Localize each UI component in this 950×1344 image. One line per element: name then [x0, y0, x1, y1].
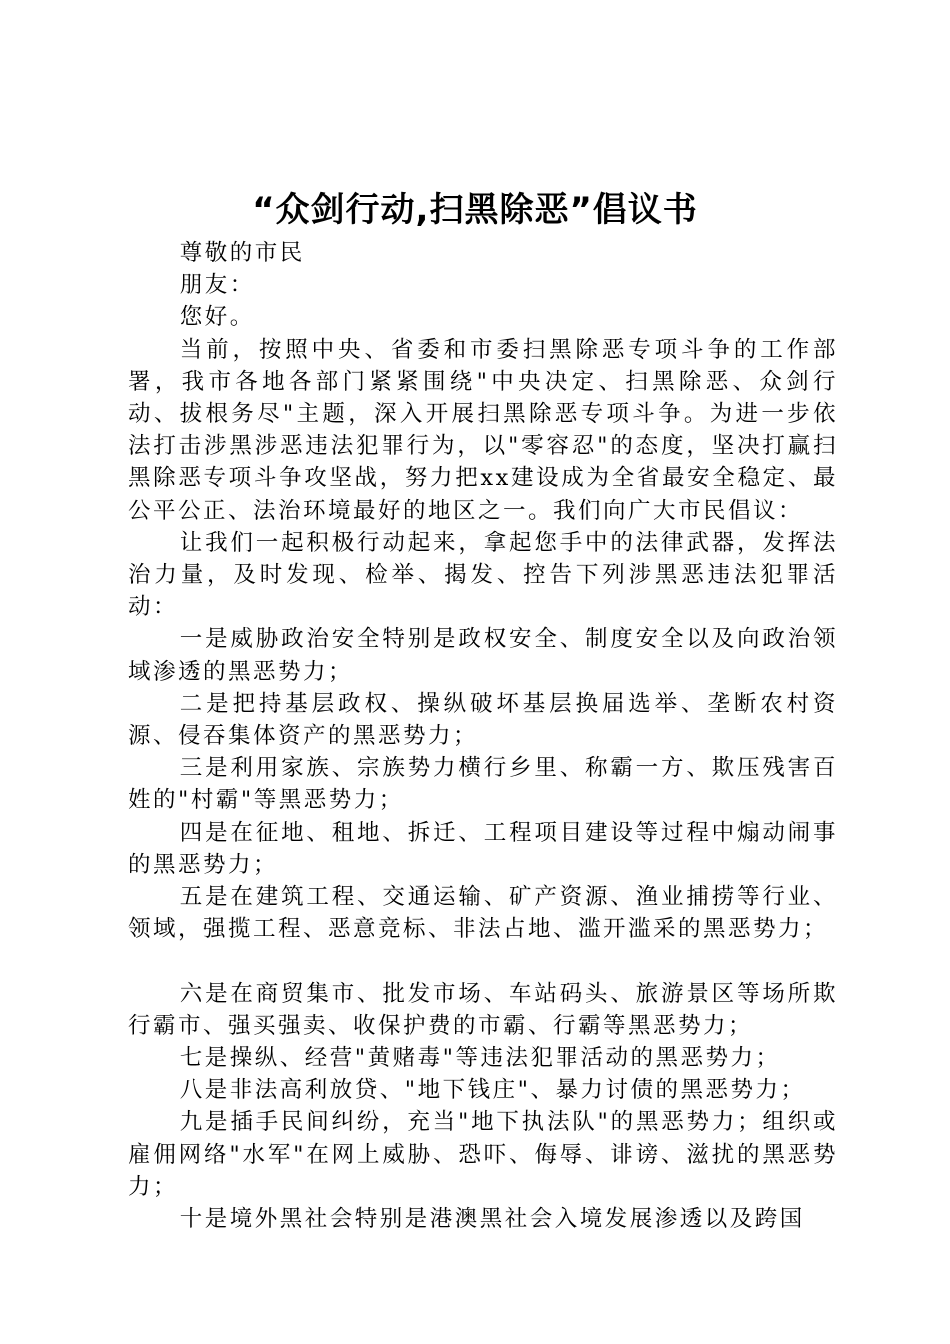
call-paragraph: 让我们一起积极行动起来，拿起您手中的法律武器，发挥法治力量，及时发现、检举、揭发、控告下列涉黑恶违法犯罪活动： — [128, 529, 838, 621]
salutation-line: 朋友： — [179, 272, 255, 299]
salutation-line: 尊敬的市民 — [179, 240, 305, 266]
list-item-5: 五是在建筑工程、交通运输、矿产资源、渔业捕捞等行业、领域，强揽工程、恶意竞标、非法占地、滥开滥采的黑恶势力； — [128, 884, 838, 943]
list-item-6: 六是在商贸集市、批发市场、车站码头、旅游景区等场所欺行霸市、强买强卖、收保护费的市霸、行霸等黑恶势力； — [128, 980, 838, 1039]
greeting: 您好。 — [179, 304, 255, 331]
list-item-1: 一是威胁政治安全特别是政权安全、制度安全以及向政治领域渗透的黑恶势力； — [128, 626, 838, 685]
document-title: “众剑行动,扫黑除恶”倡议书 — [252, 190, 698, 230]
list-item-9: 九是插手民间纠纷，充当"地下执法队"的黑恶势力；组织或雇佣网络"水军"在网上威胁、恐吓、侮辱、诽谤、滋扰的黑恶势力； — [128, 1109, 838, 1200]
document-body — [128, 237, 838, 1235]
list-item-10: 十是境外黑社会特别是港澳黑社会入境发展渗透以及跨国 — [179, 1206, 805, 1233]
list-item-4: 四是在征地、租地、拆迁、工程项目建设等过程中煽动闹事的黑恶势力； — [128, 819, 838, 878]
list-item-7: 七是操纵、经营"黄赌毒"等违法犯罪活动的黑恶势力； — [179, 1045, 781, 1072]
blank-line — [128, 945, 838, 977]
list-item-8: 八是非法高利放贷、"地下钱庄"、暴力讨债的黑恶势力； — [179, 1077, 806, 1104]
intro-paragraph: 当前，按照中央、省委和市委扫黑除恶专项斗争的工作部署，我市各地各部门紧紧围绕"中央决定、扫黑除恶、众剑行动、拔根务尽"主题，深入开展扫黑除恶专项斗争。为进一步依法打击涉黑涉恶违法犯罪行为，以"零容忍"的态度，坚决打赢扫黑除恶专项斗争攻坚战，努力把xx建设成为全省最安全稳定、最公平公正、法治环境最好的地区之一。我们向广大市民倡议： — [128, 336, 838, 524]
list-item-3: 三是利用家族、宗族势力横行乡里、称霸一方、欺压残害百姓的"村霸"等黑恶势力； — [128, 755, 838, 814]
list-item-2: 二是把持基层政权、操纵破坏基层换届选举、垄断农村资源、侵吞集体资产的黑恶势力； — [128, 690, 838, 750]
